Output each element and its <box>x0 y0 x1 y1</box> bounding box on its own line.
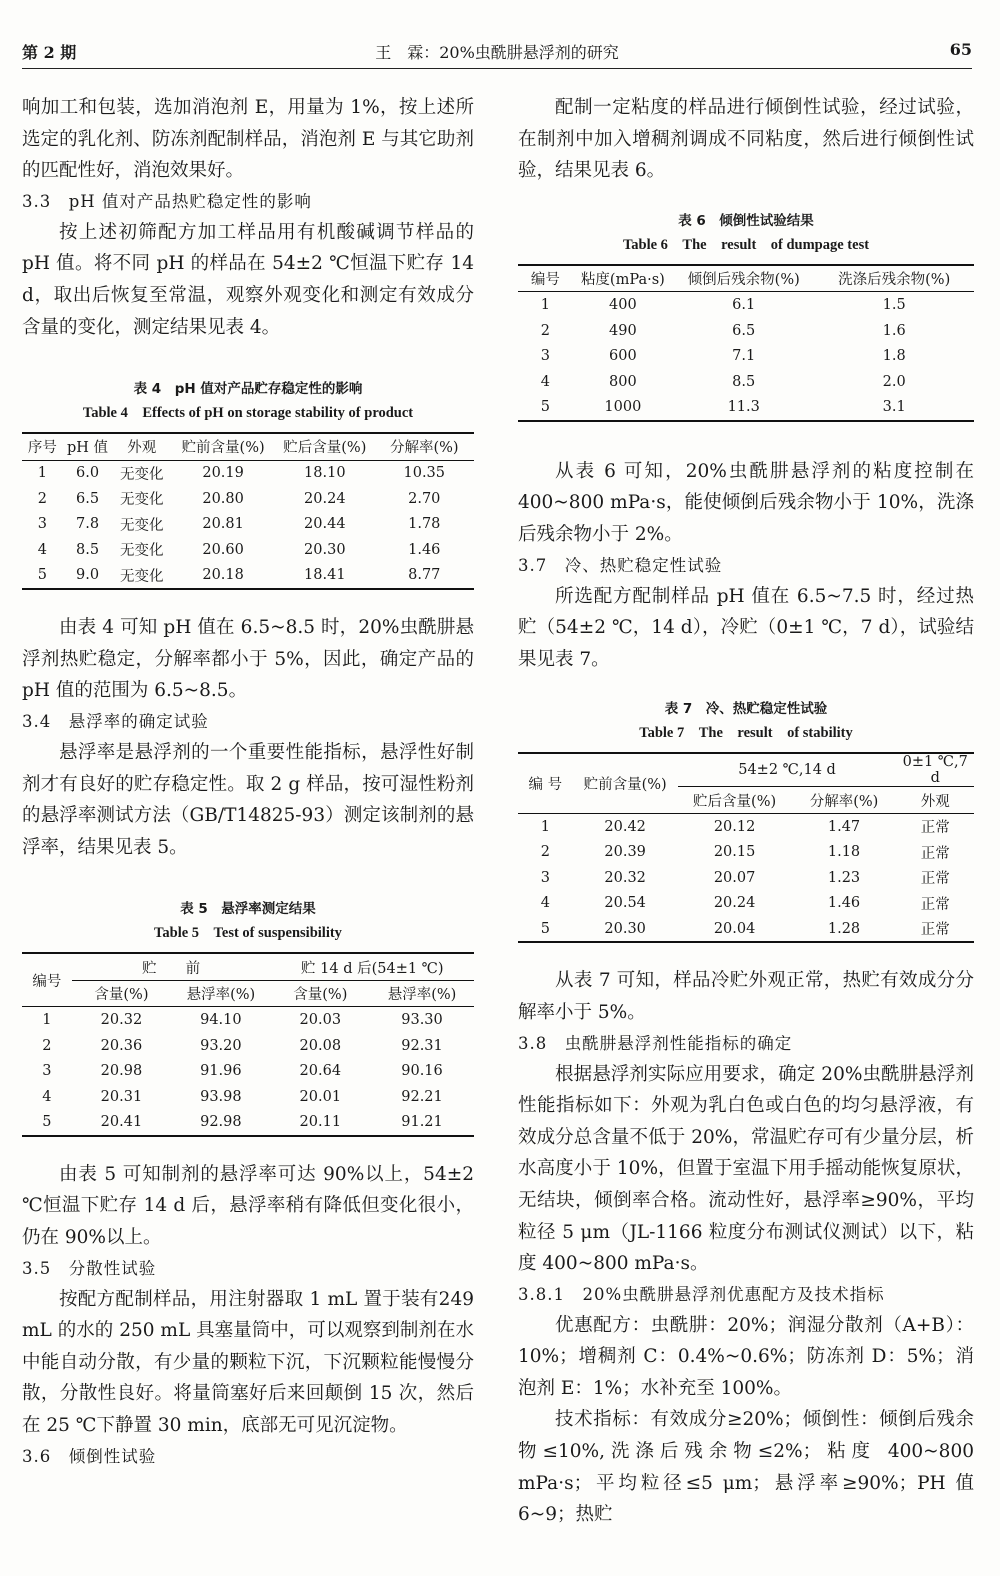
paragraph: 所选配方配制样品 pH 值在 6.5~7.5 时，经过热贮（54±2 ℃，14 d），冷贮（0±1 ℃，7 d），试验结果见表 7。 <box>518 585 974 670</box>
table-header: 54±2 ℃,14 d <box>678 753 897 787</box>
table-cell: 93.30 <box>401 1012 443 1029</box>
table-caption: 表 6 倾倒性试验结果 <box>678 212 814 229</box>
table-header: 贮前含量(%) <box>171 433 275 460</box>
table-cell: 800 <box>609 373 637 390</box>
table-row <box>22 563 474 590</box>
table-cell: 6.5 <box>76 490 100 507</box>
table-cell: 20.04 <box>678 916 792 943</box>
table-header: 编号 <box>518 265 573 292</box>
table-cell: 90.16 <box>401 1063 443 1080</box>
table-cell: 8.77 <box>375 563 474 590</box>
section-heading: 3.3 pH 值对产品热贮稳定性的影响 <box>22 191 312 211</box>
table-header: 贮后含量(%) <box>275 433 374 460</box>
table-header: 外观 <box>112 433 171 460</box>
table-cell: 5 <box>22 563 63 590</box>
table-cell: 20.36 <box>100 1037 143 1054</box>
table-header: 0±1 ℃,7 d <box>896 753 974 787</box>
table-row <box>518 394 974 421</box>
table-cell: 1.5 <box>882 297 906 314</box>
table-header: 外观 <box>896 787 974 814</box>
table-caption: 表 7 冷、热贮稳定性试验 <box>664 701 828 718</box>
table-cell: 600 <box>609 348 637 365</box>
table-cell: 94.10 <box>200 1012 242 1029</box>
table-cell: 6.0 <box>76 465 100 482</box>
table-cell: 1000 <box>573 394 673 421</box>
table-row <box>22 1109 474 1136</box>
table-cell: 11.3 <box>673 394 814 421</box>
right-column <box>518 92 974 1531</box>
table-row <box>518 890 974 916</box>
table-cell: 92.98 <box>171 1109 270 1136</box>
table-cell: 2.70 <box>408 490 441 507</box>
section-heading: 3.6 倾倒性试验 <box>22 1446 157 1466</box>
table-cell: 92.31 <box>401 1037 443 1054</box>
table-row <box>22 1084 474 1110</box>
table-cell: 20.01 <box>299 1088 342 1105</box>
table-cell: 20.12 <box>713 818 756 835</box>
table-cell: 18.41 <box>275 563 374 590</box>
table-cell: 2 <box>37 490 47 507</box>
table-cell: 3 <box>42 1063 52 1080</box>
paragraph: 根据悬浮剂实际应用要求，确定 20%虫酰肼悬浮剂性能指标如下：外观为乳白色或白色的均匀悬浮液，有效成分总含量不低于 20%，常温贮存可有少量分层，析水高度小于 10%，但置于室温下用手摇动能恢复原状，无结块，倾倒率合格。流动性好，悬浮率≥90%，平均粒径 5 μm（JL-1166 粒度分布测试仪测试）以下，粘度 400~800 mPa·s。 <box>518 1063 974 1275</box>
page-number: 65 <box>949 40 972 59</box>
table-cell: 20.30 <box>304 541 346 558</box>
table-cell: 20.41 <box>72 1109 171 1136</box>
table-cell: 92.21 <box>401 1088 443 1105</box>
table-cell: 1 <box>540 818 550 835</box>
table-header: 贮 14 d 后(54±1 ℃) <box>271 953 474 980</box>
table-row <box>518 369 974 395</box>
table-cell: 3 <box>37 516 47 533</box>
table-row <box>518 813 974 839</box>
table-cell: 2 <box>42 1037 52 1054</box>
table-4 <box>22 432 474 590</box>
table-cell: 20.31 <box>100 1088 143 1105</box>
table-cell: 91.21 <box>370 1109 474 1136</box>
table-cell: 正常 <box>920 896 950 913</box>
section-heading: 3.8.1 20%虫酰肼悬浮剂优惠配方及技术指标 <box>518 1284 885 1304</box>
table-cell: 93.20 <box>200 1037 242 1054</box>
table-cell: 8.5 <box>732 373 756 390</box>
page-header <box>22 38 972 69</box>
table-header: 贮后含量(%) <box>678 787 792 814</box>
table-row <box>518 292 974 318</box>
section-heading: 3.8 虫酰肼悬浮剂性能指标的确定 <box>518 1033 793 1053</box>
paragraph: 从表 6 可知，20%虫酰肼悬浮剂的粘度控制在 400~800 mPa·s，能使倾倒后残余物小于 10%，洗涤后残余物小于 2%。 <box>518 460 974 545</box>
table-header: 分解率(%) <box>792 787 897 814</box>
table-cell: 20.42 <box>604 818 646 835</box>
table-cell: 400 <box>609 297 637 314</box>
table-cell: 1 <box>37 465 47 482</box>
table-cell: 1.46 <box>827 895 861 912</box>
table-cell: 20.18 <box>171 563 275 590</box>
table-cell: 无变化 <box>120 492 164 509</box>
paragraph: 配制一定粘度的样品进行倾倒性试验，经过试验，在制剂中加入增稠剂调成不同粘度，然后进行倾倒性试验，结果见表 6。 <box>518 97 974 182</box>
table-cell: 20.08 <box>299 1037 342 1054</box>
table-caption-en: Table 7 The result of stability <box>639 725 853 742</box>
table-cell: 20.44 <box>304 516 346 533</box>
table-cell: 1.18 <box>827 844 861 861</box>
table-cell: 正常 <box>920 845 950 862</box>
table-row <box>518 865 974 891</box>
paragraph: 从表 7 可知，样品冷贮外观正常，热贮有效成分分解率小于 5%。 <box>518 970 974 1023</box>
table-caption-en: Table 6 The result of dumpage test <box>622 236 870 253</box>
table-cell: 20.07 <box>713 869 756 886</box>
table-header: 悬浮率(%) <box>370 980 474 1007</box>
table-cell: 18.10 <box>304 465 346 482</box>
table-cell: 1.8 <box>882 348 906 365</box>
section-heading: 3.5 分散性试验 <box>22 1258 157 1278</box>
table-cell: 1 <box>42 1012 52 1029</box>
table-cell: 无变化 <box>120 517 164 534</box>
table-cell: 20.24 <box>304 490 346 507</box>
table-cell: 正常 <box>920 871 950 888</box>
table-7 <box>518 752 974 943</box>
table-caption: 表 4 pH 值对产品贮存稳定性的影响 <box>133 381 363 398</box>
table-cell: 1.6 <box>882 322 906 339</box>
paragraph: 响加工和包装，选加消泡剂 E，用量为 1%，按上述所选定的乳化剂、防冻剂配制样品，消泡剂 E 与其它助剂的匹配性好，消泡效果好。 <box>22 97 474 182</box>
paragraph: 悬浮率是悬浮剂的一个重要性能指标，悬浮性好制剂才有良好的贮存稳定性。取 2 g 样品，按可湿性粉剂的悬浮率测试方法（GB/T14825-93）测定该制剂的悬浮率，结果见表 5。 <box>22 741 474 858</box>
table-cell: 9.0 <box>63 563 113 590</box>
table-cell: 20.60 <box>202 541 244 558</box>
table-cell: 20.15 <box>713 844 756 861</box>
table-cell: 8.5 <box>76 541 100 558</box>
table-cell: 4 <box>540 895 550 912</box>
table-row <box>22 512 474 538</box>
table-header: 贮前含量(%) <box>573 753 678 813</box>
table-cell: 无变化 <box>120 466 164 483</box>
table-cell: 20.24 <box>713 895 756 912</box>
table-cell: 正常 <box>896 916 974 943</box>
section-heading: 3.7 冷、热贮稳定性试验 <box>518 555 723 575</box>
table-cell: 1.47 <box>827 818 861 835</box>
table-cell: 20.81 <box>202 516 244 533</box>
table-cell: 20.39 <box>604 844 646 861</box>
table-cell: 7.1 <box>732 348 756 365</box>
paragraph: 按上述初筛配方加工样品用有机酸碱调节样品的 pH 值。将不同 pH 的样品在 54±2 ℃恒温下贮存 14 d，取出后恢复至常温，观察外观变化和测定有效成分含量的变化，测定结果见表 4。 <box>22 221 474 338</box>
table-row <box>22 1033 474 1059</box>
table-cell: 1 <box>540 297 550 314</box>
table-cell: 1.78 <box>408 516 441 533</box>
table-cell: 6.5 <box>732 322 756 339</box>
table-cell: 10.35 <box>403 465 446 482</box>
table-row <box>518 839 974 865</box>
paragraph: 由表 5 可知制剂的悬浮率可达 90%以上，54±2 ℃恒温下贮存 14 d 后，悬浮率稍有降低但变化很小，仍在 90%以上。 <box>22 1163 474 1248</box>
table-cell: 5 <box>518 916 573 943</box>
table-cell: 20.32 <box>604 869 646 886</box>
table-cell: 20.54 <box>604 895 646 912</box>
table-header: 洗涤后残余物(%) <box>814 265 974 292</box>
table-row <box>518 318 974 344</box>
left-column <box>22 92 474 1472</box>
table-cell: 91.96 <box>200 1063 242 1080</box>
table-header: 粘度(mPa·s) <box>573 265 673 292</box>
table-header: 分解率(%) <box>375 433 474 460</box>
table-cell: 1.23 <box>827 869 861 886</box>
table-row <box>22 1058 474 1084</box>
paragraph: 由表 4 可知 pH 值在 6.5~8.5 时，20%虫酰肼悬浮剂热贮稳定，分解率都小于 5%，因此，确定产品的 pH 值的范围为 6.5~8.5。 <box>22 617 474 702</box>
table-header: 倾倒后残余物(%) <box>673 265 814 292</box>
table-caption-en: Table 4 Effects of pH on storage stability of product <box>82 405 414 422</box>
journal-issue: 第 2 期 <box>22 43 77 62</box>
table-cell: 20.32 <box>100 1012 143 1029</box>
paragraph: 优惠配方：虫酰肼：20%；润湿分散剂（A+B）：10%；增稠剂 C：0.4%~0.6%；防冻剂 D：5%；消泡剂 E：1%；水补充至 100%。 <box>518 1314 974 1399</box>
table-cell: 4 <box>540 373 550 390</box>
section-heading: 3.4 悬浮率的确定试验 <box>22 711 209 731</box>
table-cell: 正常 <box>920 820 950 837</box>
table-row <box>518 916 974 943</box>
table-cell: 20.03 <box>299 1012 342 1029</box>
table-cell: 20.19 <box>202 465 244 482</box>
table-header: 悬浮率(%) <box>171 980 270 1007</box>
table-cell: 20.30 <box>573 916 678 943</box>
table-header: 序号 <box>22 433 63 460</box>
table-cell: 无变化 <box>120 543 164 560</box>
table-cell: 20.98 <box>100 1063 143 1080</box>
table-row <box>22 460 474 486</box>
table-cell: 2.0 <box>882 373 906 390</box>
table-cell: 4 <box>37 541 47 558</box>
table-cell: 2 <box>540 322 550 339</box>
running-title: 王 霖：20%虫酰肼悬浮剂的研究 <box>375 43 619 62</box>
table-header: 编 号 <box>518 753 573 813</box>
table-cell: 5 <box>518 394 573 421</box>
table-caption: 表 5 悬浮率测定结果 <box>180 901 316 918</box>
table-row <box>22 486 474 512</box>
table-cell: 490 <box>609 322 637 339</box>
table-cell: 1.28 <box>792 916 897 943</box>
table-row <box>518 343 974 369</box>
table-row <box>22 1007 474 1033</box>
table-6 <box>518 264 974 422</box>
table-cell: 20.11 <box>271 1109 370 1136</box>
table-cell: 6.1 <box>732 297 756 314</box>
table-cell: 3.1 <box>814 394 974 421</box>
table-header: 编号 <box>22 953 72 1007</box>
table-header: 含量(%) <box>72 980 171 1007</box>
paragraph: 按配方配制样品，用注射器取 1 mL 置于装有249 mL 的水的 250 mL 具塞量筒中，可以观察到制剂在水中能自动分散，有少量的颗粒下沉，下沉颗粒能慢慢分散，分散性良好。将量筒塞好后来回颠倒 15 次，然后在 25 ℃下静置 30 min，底部无可见沉淀物。 <box>22 1288 474 1436</box>
paragraph: 技术指标：有效成分≥20%；倾倒性：倾倒后残余物≤10%,洗涤后残余物≤2%；粘度 400~800 mPa·s；平均粒径≤5 μm；悬浮率≥90%；PH 值 6~9；热贮 <box>518 1409 974 1526</box>
table-cell: 1.46 <box>408 541 441 558</box>
table-cell: 20.80 <box>202 490 244 507</box>
table-cell: 3 <box>540 869 550 886</box>
table-5 <box>22 952 474 1137</box>
table-header: pH 值 <box>63 433 113 460</box>
table-cell: 2 <box>540 844 550 861</box>
table-header: 贮 前 <box>72 953 271 980</box>
table-cell: 20.64 <box>299 1063 342 1080</box>
table-cell: 5 <box>22 1109 72 1136</box>
table-cell: 无变化 <box>112 563 171 590</box>
table-cell: 3 <box>540 348 550 365</box>
table-caption-en: Table 5 Test of suspensibility <box>154 925 342 942</box>
table-row <box>22 537 474 563</box>
table-header: 含量(%) <box>271 980 370 1007</box>
table-cell: 93.98 <box>200 1088 242 1105</box>
table-cell: 7.8 <box>76 516 100 533</box>
table-cell: 4 <box>42 1088 52 1105</box>
